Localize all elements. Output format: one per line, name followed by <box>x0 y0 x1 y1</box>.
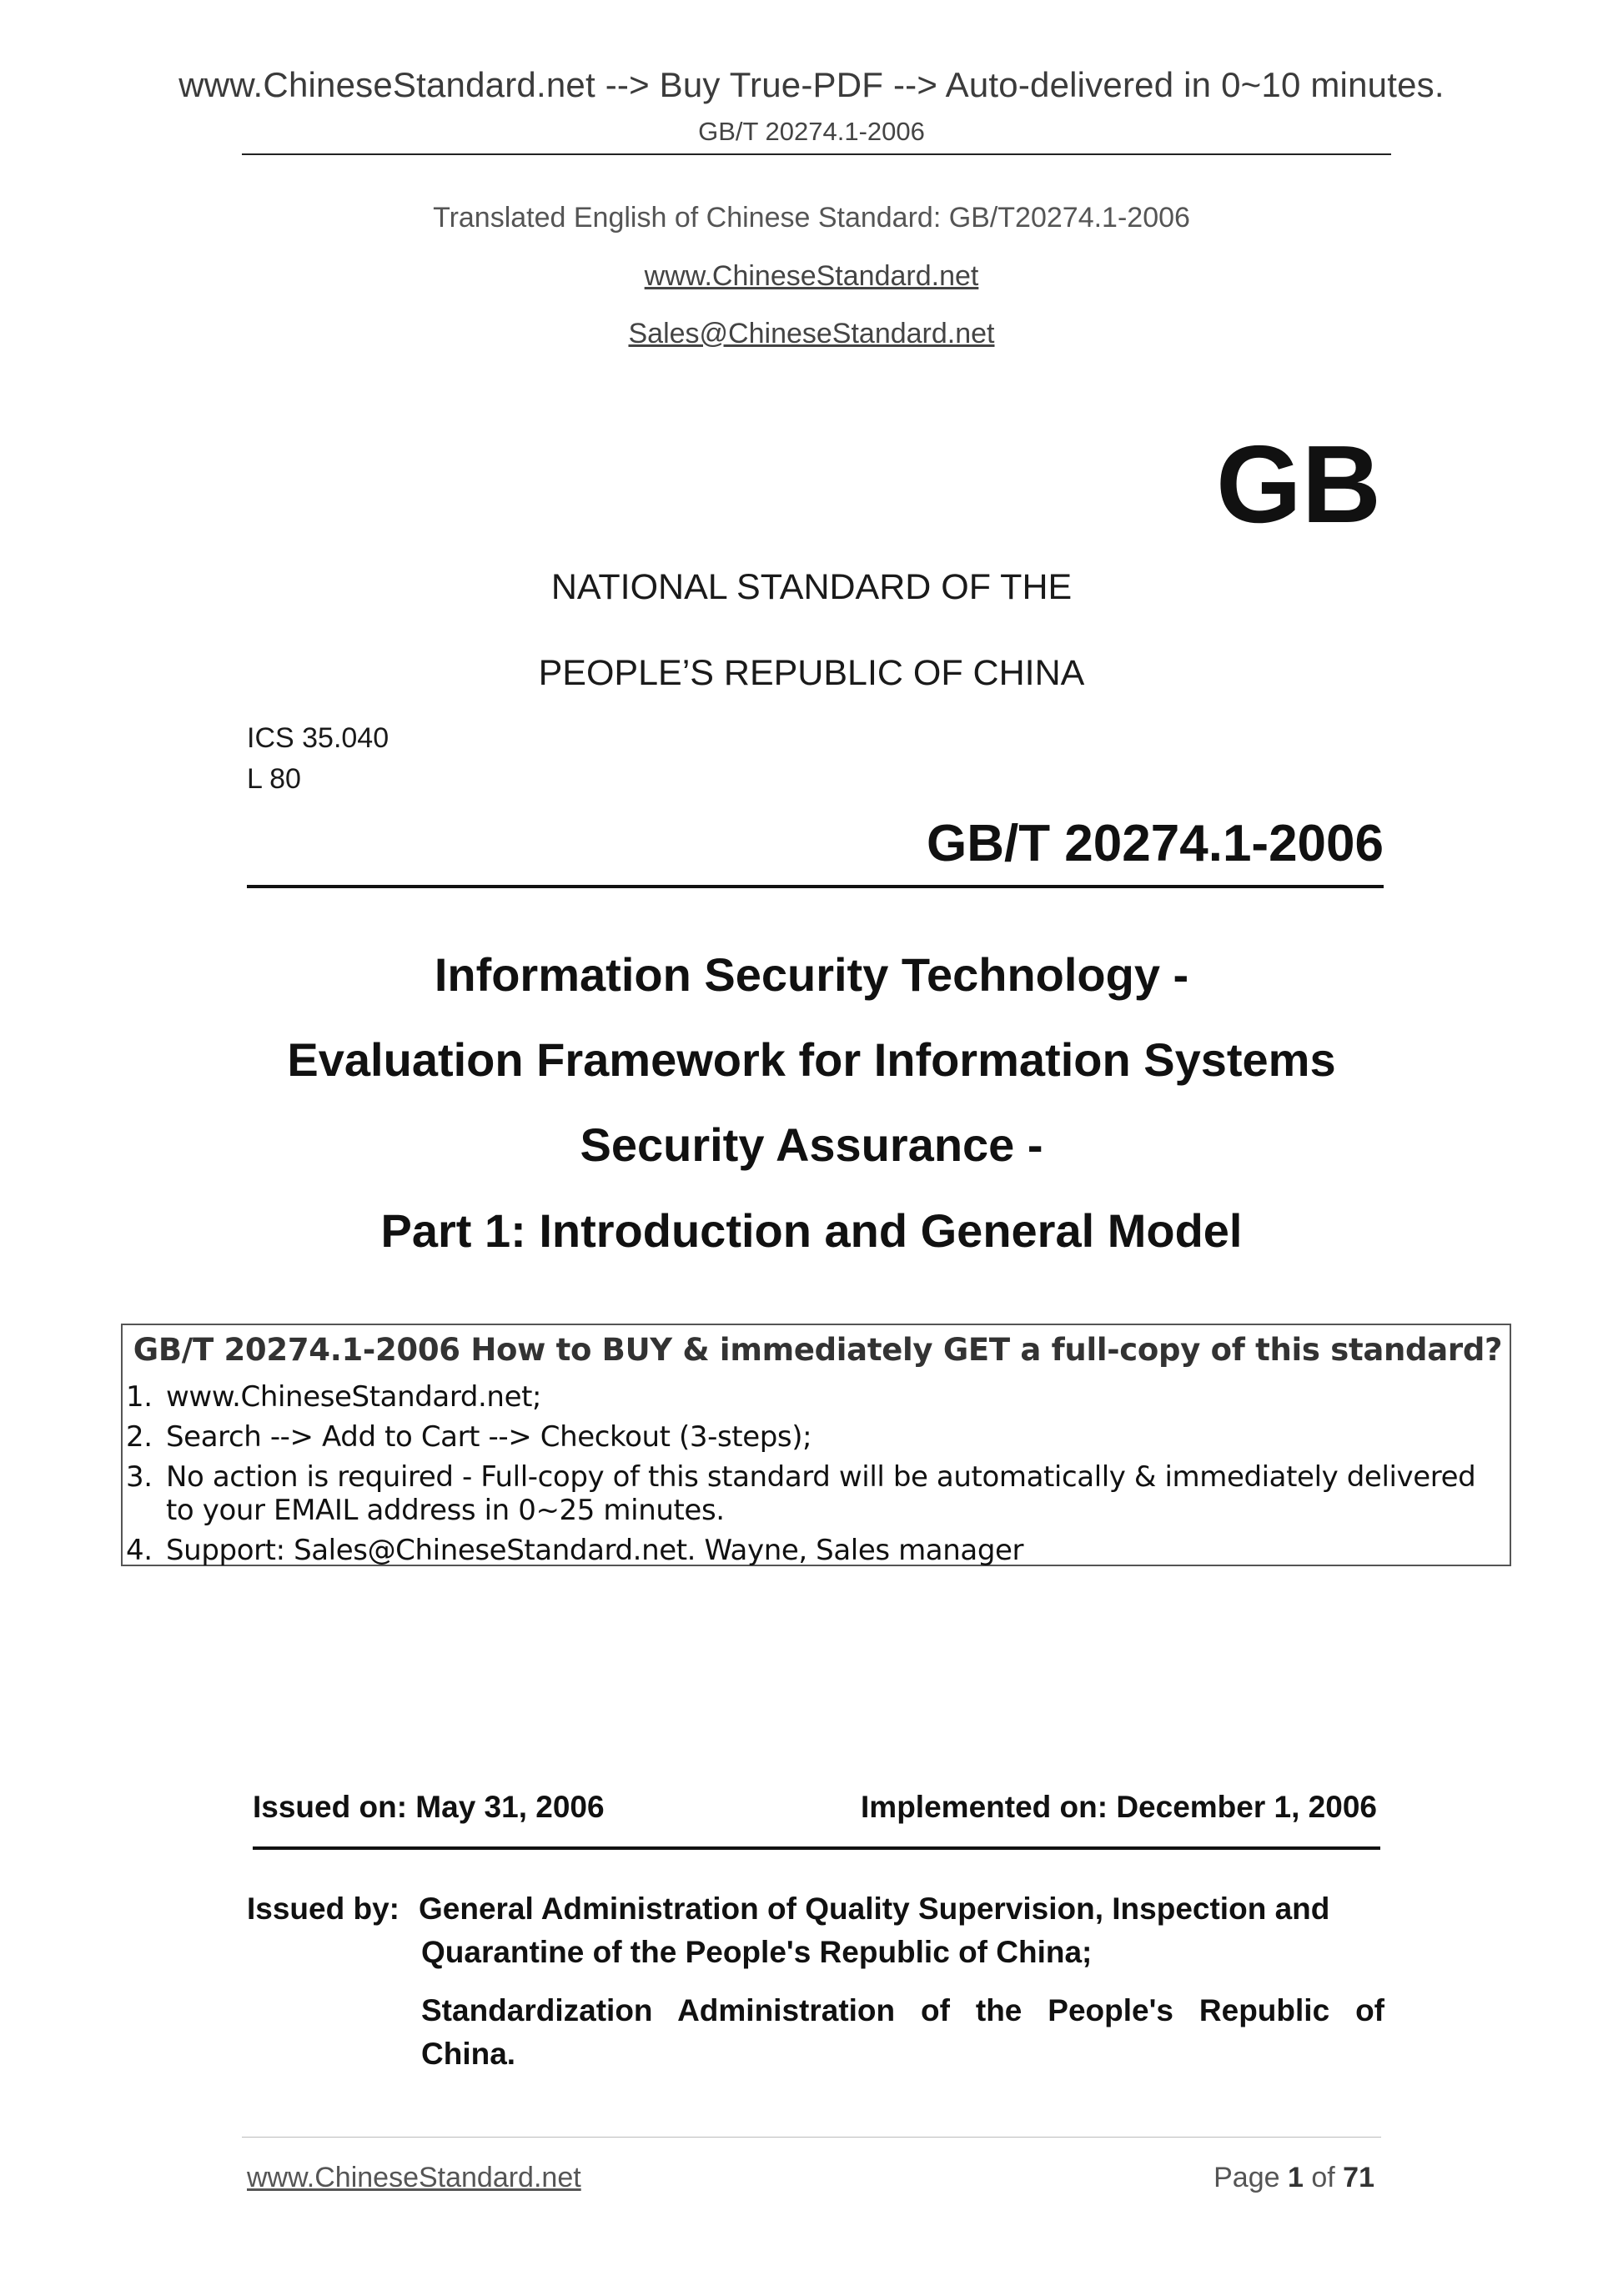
standard-number: GB/T 20274.1-2006 <box>926 815 1384 872</box>
issuer-1-line-2: Quarantine of the People's Republic of China; <box>421 1935 1093 1969</box>
document-title-line-1: Information Security Technology - <box>434 948 1189 1001</box>
implemented-on-date: Implemented on: December 1, 2006 <box>861 1790 1377 1824</box>
how-to-buy-list <box>123 1377 1507 1570</box>
document-title-line-3: Security Assurance - <box>580 1118 1043 1171</box>
buy-step-text: Search --> Add to Cart --> Checkout (3-steps); <box>166 1420 812 1454</box>
issuer-2-line-2: China. <box>421 2037 516 2071</box>
footer-divider <box>242 2137 1381 2138</box>
buy-step-number: 4. <box>126 1534 153 1567</box>
page-indicator <box>1213 2162 1374 2194</box>
footer-site-link[interactable]: www.ChineseStandard.net <box>247 2162 581 2193</box>
classification-code: L 80 <box>247 763 301 795</box>
buy-step-number: 3. <box>126 1460 153 1494</box>
translated-note: Translated English of Chinese Standard: GB/T20274.1-2006 <box>433 202 1190 234</box>
buy-step-text: Support: Sales@ChineseStandard.net. Wayne, Sales manager <box>166 1534 1024 1567</box>
issued-on-date: Issued on: May 31, 2006 <box>253 1790 605 1824</box>
issuer-1-line-1: General Administration of Quality Supervision, Inspection and <box>419 1892 1330 1926</box>
page-current: 1 <box>1287 2162 1304 2193</box>
issue-dates-rule <box>253 1846 1380 1850</box>
gb-mark: GB <box>1216 423 1381 545</box>
document-title-line-4: Part 1: Introduction and General Model <box>380 1204 1243 1257</box>
buy-step-number: 2. <box>126 1420 153 1454</box>
page-of: of <box>1311 2162 1335 2193</box>
buy-step-number: 1. <box>126 1380 153 1414</box>
page-total: 71 <box>1343 2162 1374 2193</box>
email-link[interactable]: Sales@ChineseStandard.net <box>628 318 995 349</box>
site-link[interactable]: www.ChineseStandard.net <box>644 260 979 292</box>
buy-step-1 <box>123 1377 1507 1417</box>
buy-step-4 <box>123 1530 1507 1570</box>
standard-number-rule <box>247 885 1384 888</box>
national-standard-line-1: NATIONAL STANDARD OF THE <box>550 567 1073 607</box>
header-standard-code: GB/T 20274.1-2006 <box>698 117 925 146</box>
how-to-buy-heading: GB/T 20274.1-2006 How to BUY & immediately GET a full-copy of this standard? <box>133 1332 1503 1368</box>
page-prefix: Page <box>1213 2162 1280 2193</box>
buy-step-2 <box>123 1417 1507 1457</box>
how-to-buy-box <box>121 1324 1511 1566</box>
ics-code: ICS 35.040 <box>247 722 389 754</box>
issued-by-label: Issued by: <box>247 1892 399 1926</box>
header-divider <box>242 153 1391 155</box>
buy-step-text: No action is required - Full-copy of this standard will be automatically & immediately delivered to your EMAIL address in 0~25 minutes. <box>166 1460 1476 1527</box>
top-banner: www.ChineseStandard.net --> Buy True-PDF --> Auto-delivered in 0~10 minutes. <box>178 65 1445 104</box>
document-title-line-2: Evaluation Framework for Information Systems <box>287 1033 1336 1086</box>
buy-step-3 <box>123 1457 1507 1530</box>
national-standard-line-2: PEOPLE’S REPUBLIC OF CHINA <box>538 653 1085 693</box>
issuer-2-line-1: Standardization Administration of the People's Republic of <box>421 1993 1384 2027</box>
buy-step-text[interactable]: www.ChineseStandard.net; <box>166 1380 542 1414</box>
